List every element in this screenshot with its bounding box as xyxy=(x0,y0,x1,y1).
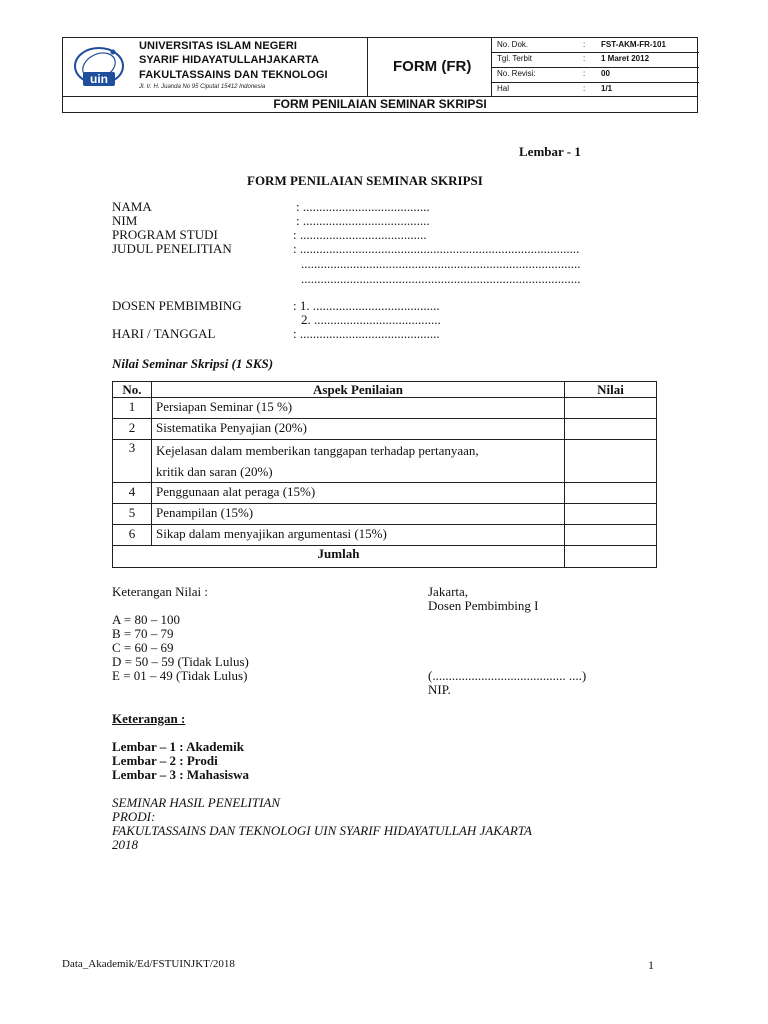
table-row xyxy=(113,419,657,440)
meta-colon: : xyxy=(583,69,586,78)
grade-item: D = 50 – 59 (Tidak Lulus) xyxy=(112,654,249,669)
row-nilai-cell[interactable] xyxy=(565,440,657,483)
field-label-nim: NIM xyxy=(112,213,138,228)
table-row xyxy=(113,483,657,504)
field-value-judul-line3: ...................................................................................... xyxy=(301,271,581,286)
grade-item: E = 01 – 49 (Tidak Lulus) xyxy=(112,668,248,683)
field-value-judul-line1: : ...................................................................................... xyxy=(293,241,580,256)
university-address: Jl. Ir. H. Juanda No 95 Ciputat 15412 Indonesia xyxy=(139,84,266,90)
university-name-line1: UNIVERSITAS ISLAM NEGERI xyxy=(139,40,298,52)
footer-note-line2: PRODI: xyxy=(112,809,156,824)
row-no: 2 xyxy=(113,419,152,440)
table-row xyxy=(113,398,657,419)
signature-place: Jakarta, xyxy=(428,584,469,599)
signature-name-line: (......................................... ....) xyxy=(428,668,587,683)
field-label-judul: JUDUL PENELITIAN xyxy=(112,241,232,256)
row-no: 1 xyxy=(113,398,152,419)
table-total-row xyxy=(113,546,657,568)
row-aspek: Penggunaan alat peraga (15%) xyxy=(152,483,565,504)
table-header-row xyxy=(113,382,657,398)
footer-note-line1: SEMINAR HASIL PENELITIAN xyxy=(112,795,281,810)
page-footer-code: Data_Akademik/Ed/FSTUINJKT/2018 xyxy=(62,958,235,970)
meta-key: Tgl. Terbit xyxy=(497,54,532,63)
row-no: 6 xyxy=(113,525,152,546)
table-row xyxy=(113,504,657,525)
row-aspek: Sistematika Penyajian (20%) xyxy=(152,419,565,440)
header-divider xyxy=(367,38,368,96)
row-aspek: Persiapan Seminar (15 %) xyxy=(152,398,565,419)
meta-colon: : xyxy=(583,54,586,63)
field-value-prodi: : ....................................... xyxy=(293,227,427,242)
footer-note-line4: 2018 xyxy=(112,837,138,852)
meta-row-tgl-terbit xyxy=(491,52,699,66)
page-number: 1 xyxy=(648,958,654,972)
field-value-nim: : ....................................... xyxy=(296,213,430,228)
field-value-dosen-1: : 1. ....................................... xyxy=(293,298,440,313)
meta-row-no-dok xyxy=(491,38,699,52)
field-value-hari: : ........................................... xyxy=(293,326,440,341)
signature-role: Dosen Pembimbing I xyxy=(428,598,539,613)
meta-colon: : xyxy=(583,40,586,49)
signature-nip: NIP. xyxy=(428,682,451,697)
row-aspek-line1: Kejelasan dalam memberikan tanggapan terhadap pertanyaan, xyxy=(156,443,479,458)
row-aspek-line2: kritik dan saran (20%) xyxy=(156,464,273,479)
footer-note-line3: FAKULTASSAINS DAN TEKNOLOGI UIN SYARIF HIDAYATULLAH JAKARTA xyxy=(112,823,532,838)
field-value-dosen-2: 2. ....................................... xyxy=(301,312,441,327)
col-header-nilai: Nilai xyxy=(565,382,657,398)
meta-key: Hal xyxy=(497,84,510,93)
meta-value: 00 xyxy=(601,69,610,78)
table-row xyxy=(113,440,657,483)
field-label-nama: NAMA xyxy=(112,199,152,214)
meta-row-no-revisi xyxy=(491,67,699,81)
field-label-prodi: PROGRAM STUDI xyxy=(112,227,218,242)
meta-key: No. Dok. xyxy=(497,40,529,49)
row-nilai-cell[interactable] xyxy=(565,525,657,546)
row-nilai-cell[interactable] xyxy=(565,398,657,419)
notes-item: Lembar – 3 : Mahasiswa xyxy=(112,767,249,782)
meta-value: FST-AKM-FR-101 xyxy=(601,40,666,49)
university-name-line2: SYARIF HIDAYATULLAHJAKARTA xyxy=(139,54,320,66)
field-label-dosen: DOSEN PEMBIMBING xyxy=(112,298,242,313)
row-no: 4 xyxy=(113,483,152,504)
row-no: 3 xyxy=(113,440,152,483)
row-nilai-cell[interactable] xyxy=(565,504,657,525)
section-title: Nilai Seminar Skripsi (1 SKS) xyxy=(112,356,274,371)
field-label-hari: HARI / TANGGAL xyxy=(112,326,216,341)
meta-row-hal xyxy=(491,82,699,96)
row-nilai-cell[interactable] xyxy=(565,419,657,440)
sheet-number: Lembar - 1 xyxy=(519,144,581,159)
grade-legend-label: Keterangan Nilai : xyxy=(112,584,209,599)
uin-logo xyxy=(71,44,127,92)
grade-item: B = 70 – 79 xyxy=(112,626,174,641)
meta-key: No. Revisi: xyxy=(497,69,536,78)
table-row xyxy=(113,525,657,546)
row-nilai-cell[interactable] xyxy=(565,483,657,504)
row-aspek: Penampilan (15%) xyxy=(152,504,565,525)
faculty-name: FAKULTASSAINS DAN TEKNOLOGI xyxy=(139,69,328,81)
notes-item: Lembar – 2 : Prodi xyxy=(112,753,218,768)
row-aspek: Sikap dalam menyajikan argumentasi (15%) xyxy=(152,525,565,546)
field-value-judul-line2: ...................................................................................... xyxy=(301,256,581,271)
notes-item: Lembar – 1 : Akademik xyxy=(112,739,244,754)
meta-value: 1/1 xyxy=(601,84,613,93)
document-title: FORM PENILAIAN SEMINAR SKRIPSI xyxy=(247,173,483,188)
meta-value: 1 Maret 2012 xyxy=(601,54,650,63)
col-header-no: No. xyxy=(113,382,152,398)
meta-colon: : xyxy=(583,84,586,93)
form-type-label: FORM (FR) xyxy=(393,58,472,75)
col-header-aspek: Aspek Penilaian xyxy=(152,382,565,398)
document-header xyxy=(62,37,698,113)
score-table xyxy=(112,381,657,568)
header-form-title: FORM PENILAIAN SEMINAR SKRIPSI xyxy=(273,97,487,111)
row-no: 5 xyxy=(113,504,152,525)
notes-label: Keterangan : xyxy=(112,711,186,726)
grade-item: A = 80 – 100 xyxy=(112,612,181,627)
total-nilai-cell[interactable] xyxy=(565,546,657,568)
grade-item: C = 60 – 69 xyxy=(112,640,174,655)
svg-text:uin: uin xyxy=(90,72,108,86)
row-aspek xyxy=(152,440,565,483)
total-label: Jumlah xyxy=(113,546,565,568)
field-value-nama: : ....................................... xyxy=(296,199,430,214)
